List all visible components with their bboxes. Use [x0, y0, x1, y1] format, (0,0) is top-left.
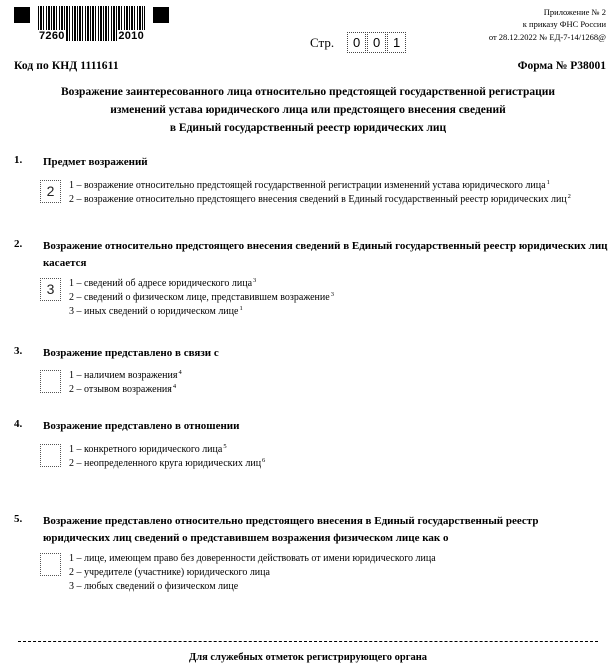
footnote-marker: [238, 580, 239, 587]
section-4-options: [69, 443, 614, 471]
section-4-option-2[interactable]: 2 – неопределенного круга юридических лиц$^6$: [69, 456, 266, 470]
page-number-label: Стр.: [310, 34, 335, 50]
section-3-option-1[interactable]: 1 – наличием возражения$^4$: [69, 368, 182, 381]
page-title-line-1: Возражение заинтересованного лица относительно предстоящей государственной регистрации: [61, 86, 555, 98]
section-3-title: Возражение представлено в связи с: [43, 347, 219, 359]
appendix-line-3: от 28.12.2022 № ЕД-7-14/1268@: [488, 31, 606, 42]
barcode-block: [14, 6, 204, 41]
page-title: [30, 84, 586, 137]
section-1-title: Предмет возражений: [43, 156, 148, 168]
footnote-marker: [436, 552, 437, 559]
section-3-number: 3.: [14, 345, 23, 357]
footnote-marker: 4: [172, 382, 177, 390]
page-cell-3[interactable]: 1: [387, 32, 406, 53]
section-2-options: [69, 277, 614, 320]
section-5-option-3[interactable]: 3 – любых сведений о физическом лице: [69, 581, 239, 593]
footnote-marker: 1: [546, 178, 550, 186]
section-3-value-box[interactable]: [40, 370, 61, 393]
section-3-options: [69, 369, 614, 397]
section-2-option-3[interactable]: 3 – иных сведений о юридическом лице$^1$: [69, 305, 243, 318]
section-2-option-1[interactable]: 1 – сведений об адресе юридического лица$^3$: [69, 276, 257, 289]
section-4-value-box[interactable]: [40, 444, 61, 467]
section-1-value-box[interactable]: 2: [40, 180, 61, 203]
page-title-line-3: в Единый государственный реестр юридических лиц: [169, 121, 447, 134]
section-2-number: 2.: [14, 238, 23, 250]
section-1-option-1[interactable]: 1 – возражение относительно предстоящей государственной регистрации изменений устава юридического лица$^1$: [69, 178, 550, 191]
footnote-marker: 2: [567, 192, 571, 200]
section-4-title: Возражение представлено в отношении: [43, 420, 240, 432]
footnote-marker: 4: [178, 368, 182, 376]
section-5-option-2[interactable]: 2 – учредителе (участнике) юридического лица: [69, 567, 270, 579]
footnote-marker: 6: [262, 456, 266, 464]
appendix-line-2: к приказу ФНС России: [522, 19, 606, 30]
footer-divider: [18, 641, 598, 642]
footnote-marker: 5: [223, 442, 227, 450]
appendix-line-1: Приложение № 2: [543, 7, 606, 17]
knd-code: Код по КНД 1111611: [14, 60, 119, 72]
section-1-options: [69, 179, 614, 207]
section-5-number: 5.: [14, 513, 23, 525]
appendix-reference: [489, 6, 606, 43]
footer-official-note: Для служебных отметок регистрирующего органа: [188, 652, 428, 663]
footnote-marker: 1: [239, 305, 243, 313]
section-2-option-2[interactable]: 2 – сведений о физическом лице, представившем возражение$^3$: [69, 290, 334, 304]
section-1-option-2[interactable]: 2 – возражение относительно предстоящего внесения сведений в Единый государственный реестр юридических лиц$^2$: [69, 192, 571, 206]
section-5-title: Возражение представлено относительно предстоящего внесения в Единый государственный реестр юридических лиц сведений о представившем возражения физическом лице как о: [43, 515, 539, 544]
section-5-option-1[interactable]: 1 – лице, имеющем право без доверенности действовать от имени юридического лица: [69, 553, 436, 564]
section-1-number: 1.: [14, 154, 23, 166]
section-2-title: Возражение относительно предстоящего внесения сведений в Единый государственный реестр юридических лиц касается: [43, 240, 608, 269]
section-4-number: 4.: [14, 418, 23, 430]
footnote-marker: [270, 566, 271, 573]
barcode-digits-right: 2010: [118, 30, 144, 42]
section-2-value-box[interactable]: 3: [40, 278, 61, 301]
section-5-value-box[interactable]: [40, 553, 61, 576]
page-number-cells: [347, 32, 407, 53]
page-cell-2[interactable]: 0: [367, 32, 386, 53]
barcode-digits-left: 7260: [39, 30, 65, 42]
page-number-block: [310, 32, 407, 53]
form-number: Форма № Р38001: [517, 60, 606, 72]
page-title-line-2: изменений устава юридического лица или предстоящего внесения сведений: [110, 103, 506, 116]
section-3-option-2[interactable]: 2 – отзывом возражения$^4$: [69, 382, 177, 396]
footnote-marker: 3: [330, 290, 334, 298]
section-4-option-1[interactable]: 1 – конкретного юридического лица$^5$: [69, 442, 227, 455]
barcode-corner-square-left: [14, 7, 30, 23]
page-cell-1[interactable]: 0: [347, 32, 366, 53]
barcode-image: [38, 6, 145, 41]
footnote-marker: 3: [253, 276, 257, 284]
section-5-options: [69, 552, 614, 595]
barcode-corner-square-right: [153, 7, 169, 23]
